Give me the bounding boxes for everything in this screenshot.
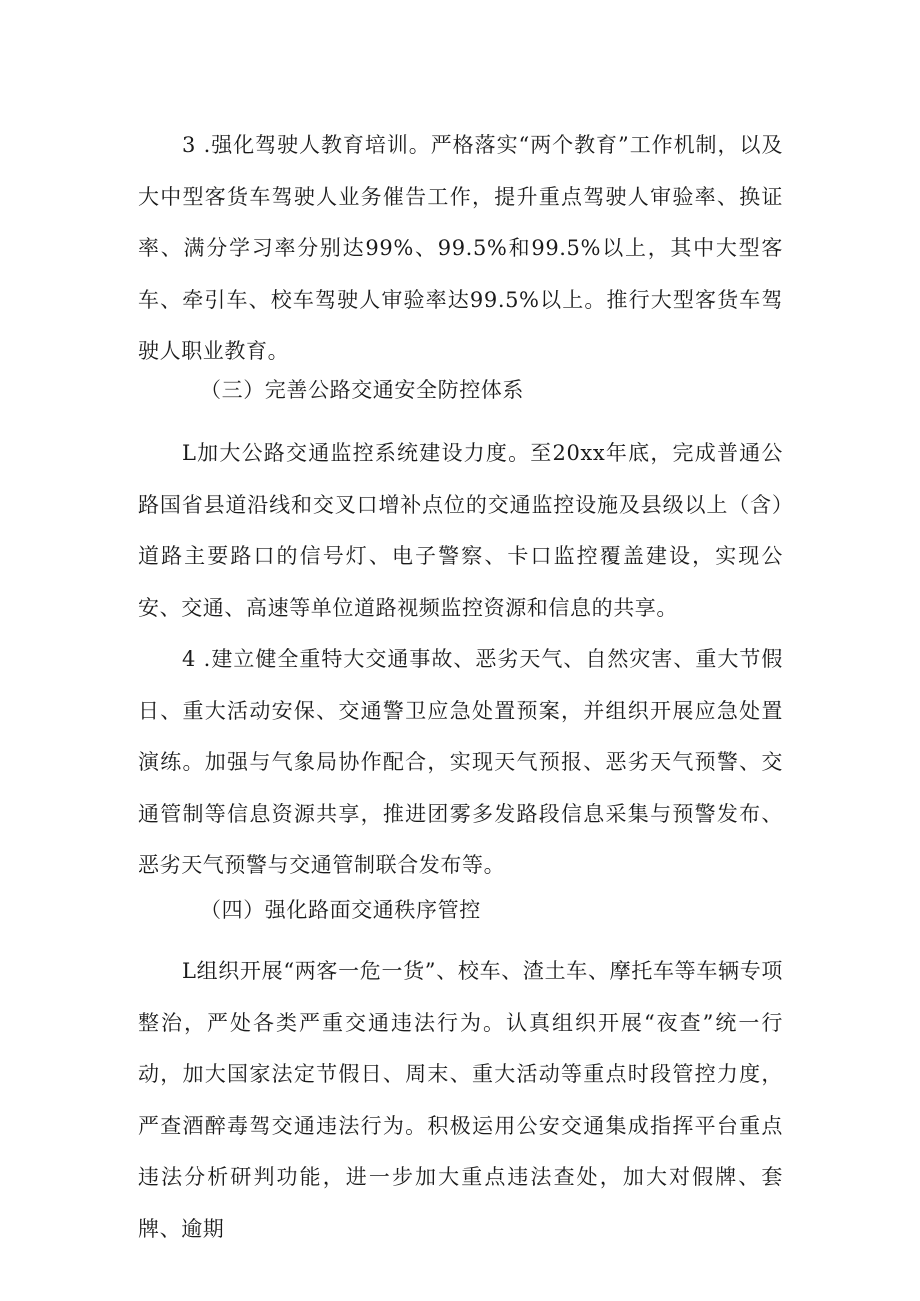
paragraph-monitoring-system: L加大公路交通监控系统建设力度。至20xx年底，完成普通公路国省县道沿线和交叉口增补点位的交通监控设施及县级以上（含）道路主要路口的信号灯、电子警察、卡口监控覆盖建设，实现公安、交通、高速等单位道路视频监控资源和信息的共享。: [138, 441, 783, 620]
paragraph-emergency-plan: 4 .建立健全重特大交通事故、恶劣天气、自然灾害、重大节假日、重大活动安保、交通警卫应急处置预案，并组织开展应急处置演练。加强与气象局协作配合，实现天气预报、恶劣天气预警、交通管制等信息资源共享，推进团雾多发路段信息采集与预警发布、恶劣天气预警与交通管制联合发布等。: [138, 647, 783, 877]
section-heading-3: （三）完善公路交通安全防控体系: [200, 378, 524, 402]
paragraph-road-order-control: L组织开展“两客一危一货”、校车、渣土车、摩托车等车辆专项整治，严处各类严重交通违法行为。认真组织开展“夜查”统一行动，加大国家法定节假日、周末、重大活动等重点时段管控力度，严查酒醉毒驾交通违法行为。积极运用公安交通集成指挥平台重点违法分析研判功能，进一步加大重点违法查处，加大对假牌、套牌、逾期: [138, 959, 783, 1241]
section-heading-4: （四）强化路面交通秩序管控: [200, 898, 481, 922]
paragraph-driver-education: 3 .强化驾驶人教育培训。严格落实“两个教育”工作机制，以及大中型客货车驾驶人业务催告工作，提升重点驾驶人审验率、换证率、满分学习率分别达99%、99.5%和99.5%以上，其中大型客车、牵引车、校车驾驶人审验率达99.5%以上。推行大型客货车驾驶人职业教育。: [138, 133, 783, 363]
